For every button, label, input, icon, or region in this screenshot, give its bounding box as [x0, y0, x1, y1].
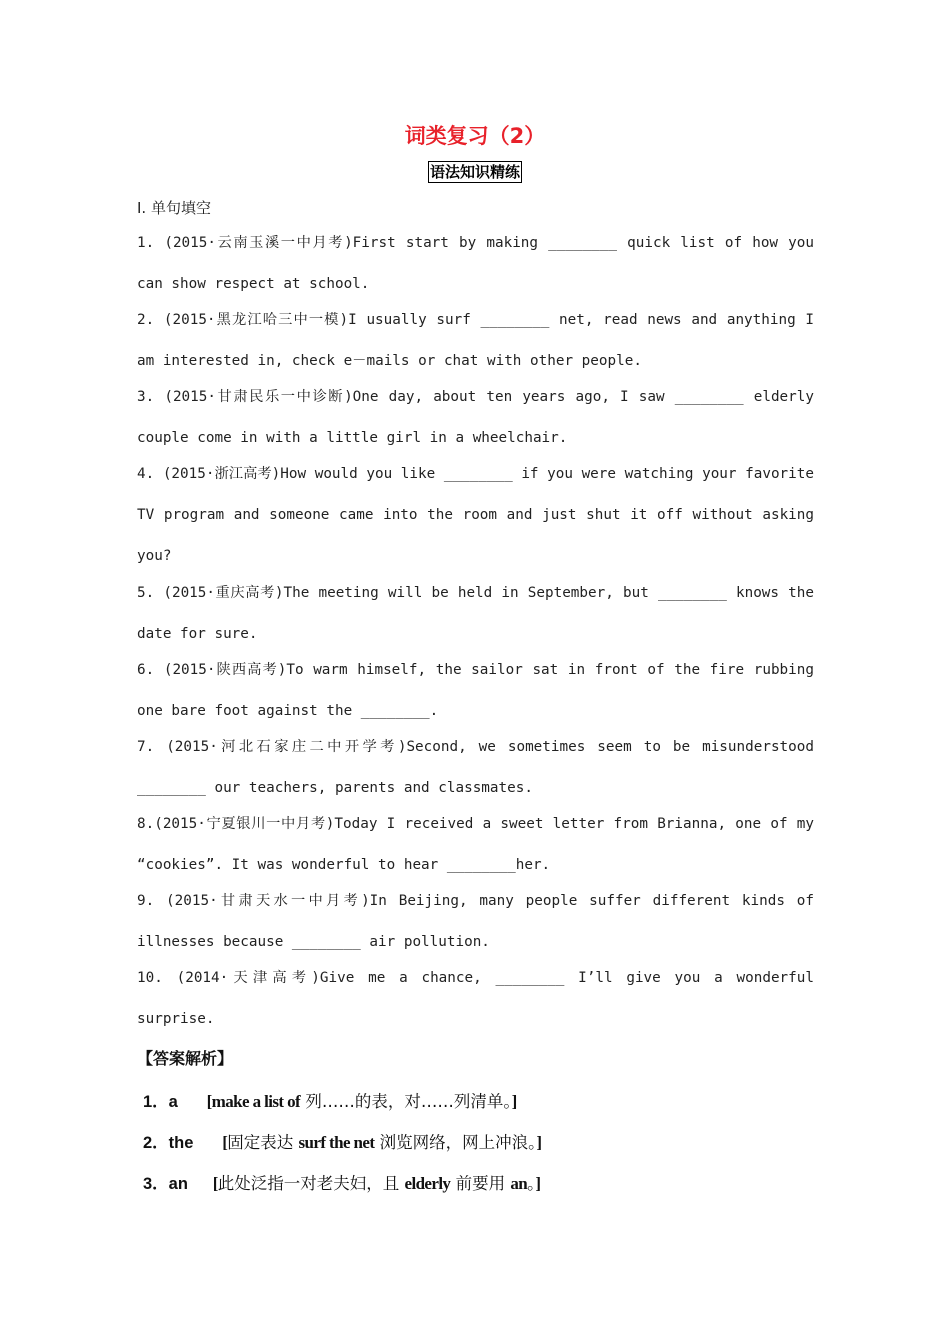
- answer-2: [143, 1129, 541, 1153]
- question-line: ________ our teachers, parents and classmates.: [137, 780, 533, 796]
- answer-english-term: elderly: [404, 1174, 451, 1193]
- answer-bracket-open: [: [206, 1092, 212, 1111]
- answer-english-term-2: an: [510, 1174, 528, 1193]
- answer-bracket-close: ]: [511, 1092, 517, 1111]
- question-5: [137, 582, 814, 664]
- answer-explanation-end: 。: [527, 1174, 536, 1193]
- question-line: am interested in, check e－mails or chat with other people.: [137, 353, 642, 369]
- question-line: “cookies”. It was wonderful to hear ________her.: [137, 857, 551, 873]
- section-heading: Ⅰ. 单句填空: [137, 199, 211, 217]
- question-line: couple come in with a little girl in a wheelchair.: [137, 430, 568, 446]
- answer-3: [143, 1170, 540, 1194]
- answer-explanation: 浏览网络，网上冲浪。: [374, 1133, 537, 1152]
- answer-english-term: surf the net: [298, 1133, 375, 1152]
- answer-bracket-close: ]: [536, 1133, 542, 1152]
- question-line: 7. (2015·河北石家庄二中开学考)Second, we sometimes seem to be misunderstood: [137, 739, 814, 755]
- page-subtitle: 语法知识精练: [429, 163, 520, 181]
- question-line: 4. (2015·浙江高考)How would you like ________ if you were watching your favorite: [137, 466, 814, 482]
- question-line: surprise.: [137, 1011, 215, 1027]
- question-line: one bare foot against the ________.: [137, 703, 439, 719]
- answer-heading: 【答案解析】: [137, 1049, 234, 1068]
- answer-bracket-open: [: [212, 1174, 218, 1193]
- question-4: [137, 463, 814, 586]
- answer-1: [143, 1088, 517, 1112]
- question-10: [137, 967, 814, 1049]
- question-line: 6. (2015·陕西高考)To warm himself, the sailor sat in front of the fire rubbing: [137, 662, 814, 678]
- question-line: 5. (2015·重庆高考)The meeting will be held in September, but ________ knows the: [137, 585, 814, 601]
- answer-english-term: make a list of: [211, 1092, 301, 1111]
- answer-number: 3．an: [143, 1175, 188, 1193]
- question-line: can show respect at school.: [137, 276, 370, 292]
- question-9: [137, 890, 814, 972]
- question-line: 8.(2015·宁夏银川一中月考)Today I received a sweet letter from Brianna, one of my: [137, 816, 814, 832]
- question-7: [137, 736, 814, 818]
- answer-explanation: 列……的表，对……列清单。: [300, 1092, 512, 1111]
- question-line: illnesses because ________ air pollution.: [137, 934, 490, 950]
- answer-explanation: 前要用: [450, 1174, 511, 1193]
- question-1: [137, 232, 814, 314]
- answer-number: 2．the: [143, 1134, 194, 1152]
- subtitle-wrap: [0, 161, 950, 183]
- question-line: date for sure.: [137, 626, 258, 642]
- question-8: [137, 813, 814, 895]
- question-line: 9. (2015·甘肃天水一中月考)In Beijing, many people suffer different kinds of: [137, 893, 814, 909]
- question-line: you?: [137, 548, 172, 564]
- question-line: TV program and someone came into the room and just shut it off without asking: [137, 507, 814, 523]
- answer-bracket-close: ]: [535, 1174, 541, 1193]
- answer-bracket-open: [: [222, 1133, 228, 1152]
- page-title: 词类复习（2）: [404, 124, 546, 148]
- question-line: 3. (2015·甘肃民乐一中诊断)One day, about ten years ago, I saw ________ elderly: [137, 389, 814, 405]
- question-line: 2. (2015·黑龙江哈三中一模)I usually surf ________ net, read news and anything I: [137, 312, 814, 328]
- question-6: [137, 659, 814, 741]
- question-line: 10. (2014·天津高考)Give me a chance, ________ I’ll give you a wonderful: [137, 970, 814, 986]
- answer-explanation-prefix: 此处泛指一对老夫妇，且: [217, 1174, 405, 1193]
- answer-explanation-prefix: 固定表达: [227, 1133, 299, 1152]
- answer-number: 1．a: [143, 1093, 178, 1111]
- question-line: 1. (2015·云南玉溪一中月考)First start by making ________ quick list of how you: [137, 235, 814, 251]
- question-2: [137, 309, 814, 391]
- question-3: [137, 386, 814, 468]
